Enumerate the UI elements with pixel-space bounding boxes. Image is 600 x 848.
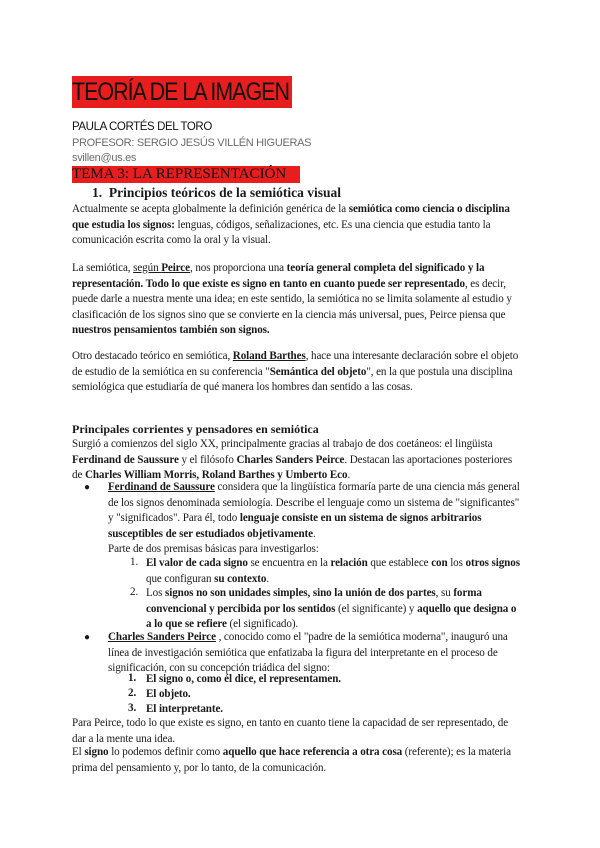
bullet-icon: ● <box>84 632 91 643</box>
bullet-saussure: Ferdinand de Saussure considera que la lingüística formaría parte de una ciencia más general de los signos denominada semiología. Describe el lenguaje como un sistema de "significantes" y "significados". Para él, todo lenguaje consiste en un sistema de signos arbitrarios susceptibles de ser estudiados objetivamente. Parte de dos premisas básicas para investigarlos: <box>108 481 520 556</box>
section-number: 1. <box>92 185 103 200</box>
premise-2: Los signos no son unidades simples, sino la unión de dos partes, su forma convencional y percibida por los sentidos (el significante) y aquello que designa o a lo que se refiere (el significado). <box>146 587 517 631</box>
premise-number: 2. <box>130 586 139 598</box>
triad-number: 3. <box>128 702 137 714</box>
premise-1: El valor de cada signo se encuentra en la relación que establece con los otros signos que configuran su contexto. <box>146 557 520 585</box>
tema-heading: TEMA 3: LA REPRESENTACIÓN <box>72 166 300 183</box>
section-heading <box>92 185 341 201</box>
premise-number: 1. <box>130 556 139 568</box>
triad-number: 1. <box>128 672 137 684</box>
section-title: Principios teóricos de la semiótica visual <box>108 185 341 200</box>
paragraph-peirce-signo: Para Peirce, todo lo que existe es signo, en tanto en cuanto tiene la capacidad de ser representado, de dar a la mente una idea. <box>72 717 509 745</box>
document-title: TEORÍA DE LA IMAGEN <box>72 76 292 108</box>
subheading-corrientes: Principales corrientes y pensadores en semiótica <box>72 422 319 436</box>
triad-item-objeto: El objeto. <box>146 688 191 700</box>
author-name: PAULA CORTÉS DEL TORO <box>72 121 212 133</box>
paragraph-peirce: La semiótica, según Peirce, nos proporciona una teoría general completa del significado y la representación. Todo lo que existe es signo en tanto en cuanto puede ser representado, es decir, puede darle a nuestra mente una idea; en este sentido, la semiótica no se limita solamente al estudio y clasificación de los signos sino que se convierte en la ciencia más universal, pues, Peirce piensa que nuestros pensamientos también son signos. <box>72 262 512 337</box>
bullet-icon: ● <box>84 482 91 493</box>
paragraph-signo-definicion: El signo lo podemos definir como aquello que hace referencia a otra cosa (referente); es la materia prima del pensamiento y, por lo tanto, de la comunicación. <box>72 746 511 774</box>
bullet-peirce: Charles Sanders Peirce , conocido como el "padre de la semiótica moderna", inauguró una línea de investigación semiótica que enfatizaba la figura del interpretante en el proceso de significación, con su concepción triádica del signo: <box>108 631 508 675</box>
paragraph-semiotica-definicion: Actualmente se acepta globalmente la definición genérica de la semiótica como ciencia o disciplina que estudia los signos: lenguas, códigos, señalizaciones, etc. Es una ciencia que estudia tanto la comunicación escrita como la oral y la visual. <box>72 203 510 247</box>
paragraph-origen: Surgió a comienzos del siglo XX, principalmente gracias al trabajo de dos coetáneos: el lingüista Ferdinand de Saussure y el filósofo Charles Sanders Peirce. Destacan las aportaciones posteriores de Charles William Morris, Roland Barthes y Umberto Eco. <box>72 438 513 482</box>
professor-line: PROFESOR: SERGIO JESÚS VILLÉN HIGUERAS <box>72 137 312 149</box>
triad-item-interpretante: El interpretante. <box>146 703 223 715</box>
triad-number: 2. <box>128 687 137 699</box>
triad-item-representamen: El signo o, como él dice, el representamen. <box>146 673 341 685</box>
paragraph-barthes: Otro destacado teórico en semiótica, Roland Barthes, hace una interesante declaración sobre el objeto de estudio de la semiótica en su conferencia "Semántica del objeto", en la que postula una disciplina semiológica que estudiaría de qué manera los hombres dan sentido a las cosas. <box>72 350 519 394</box>
professor-email: svillen@us.es <box>72 152 137 164</box>
